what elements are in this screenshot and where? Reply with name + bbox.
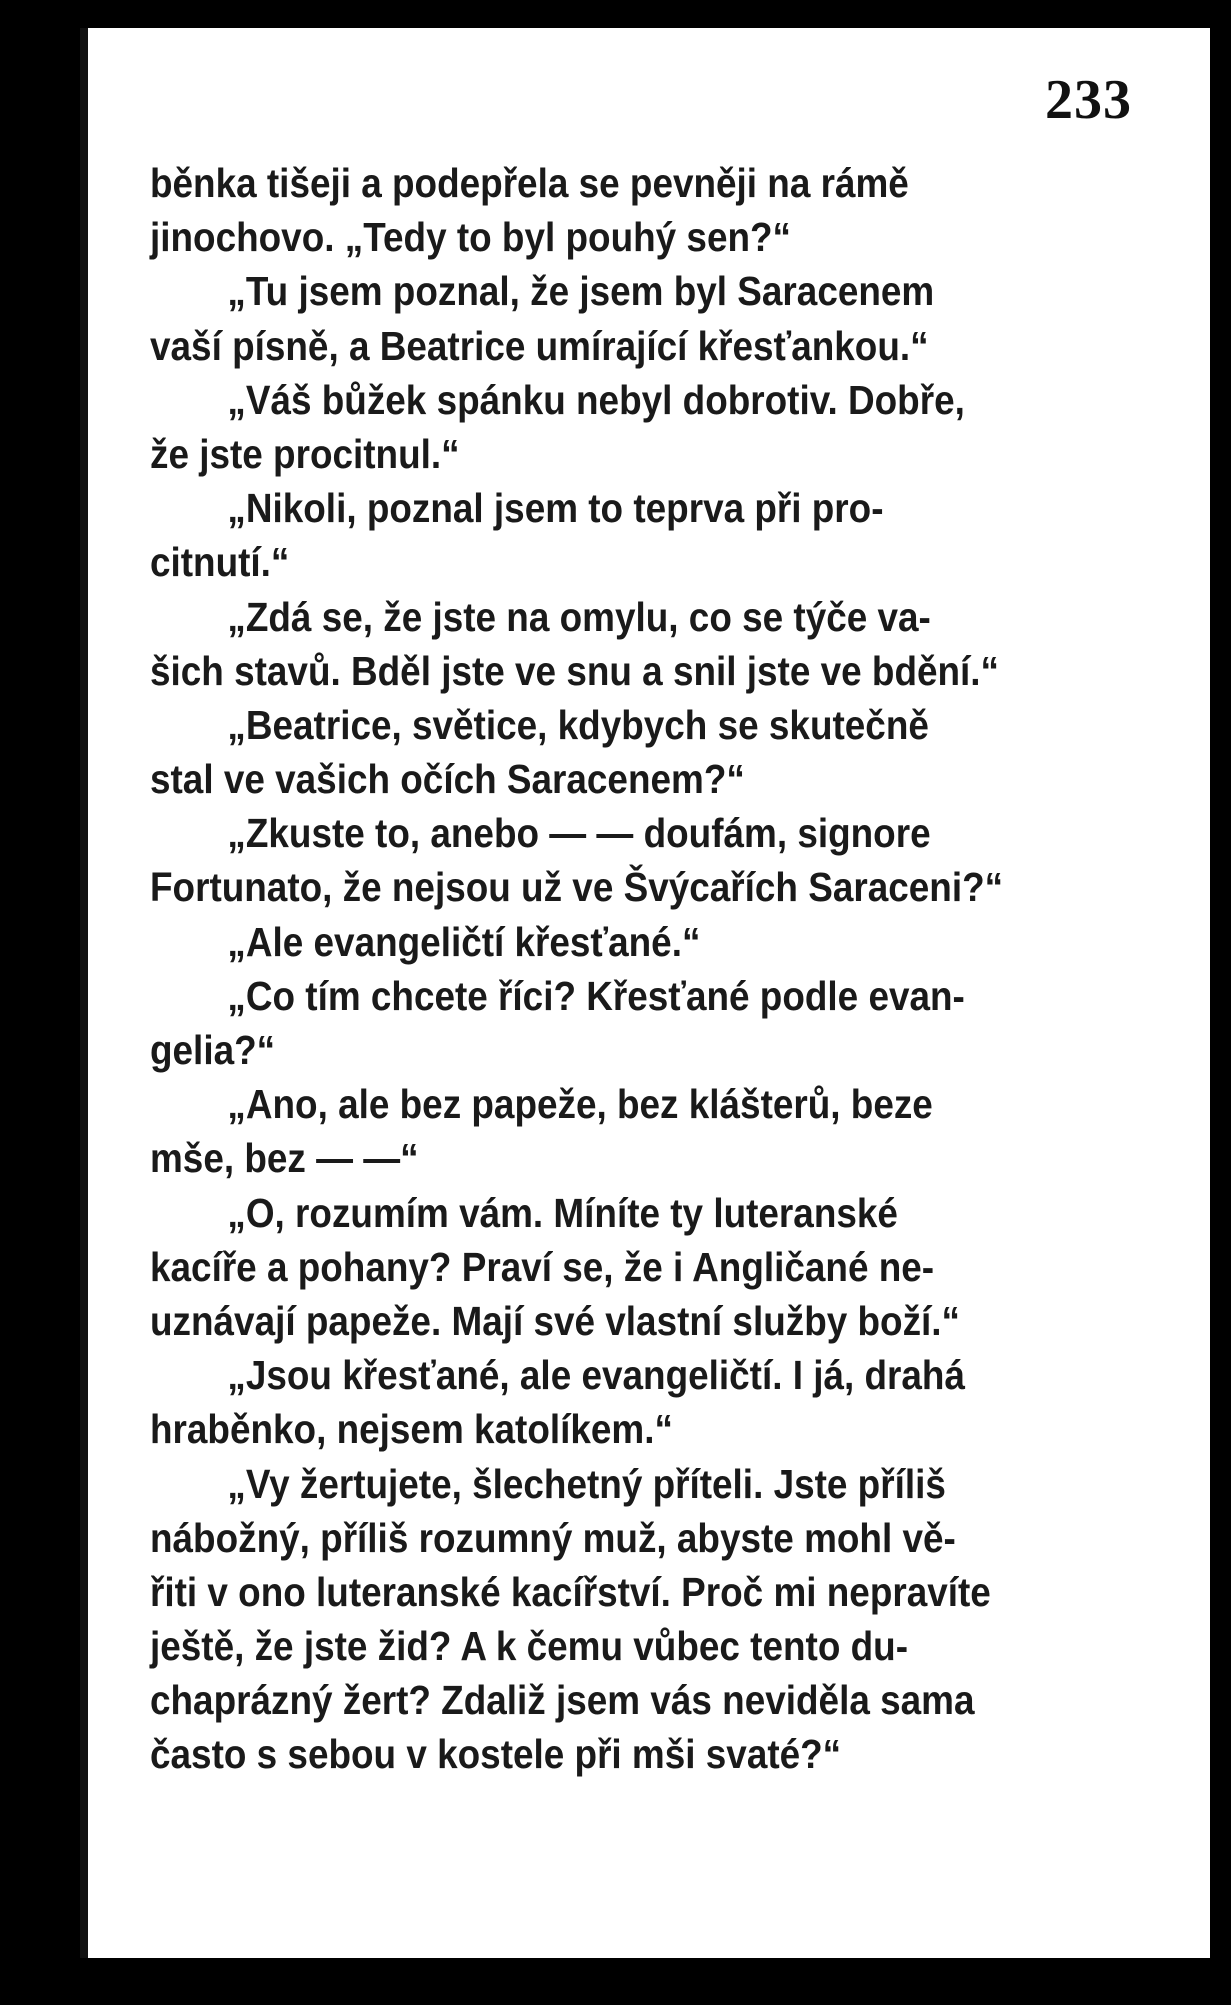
text-line: vaší písně, a Beatrice umírající křesťankou.“ (150, 322, 929, 369)
text-line: „Nikoli, poznal jsem to teprva při pro- (227, 485, 884, 532)
text-line: „Vy žertujete, šlechetný příteli. Jste příliš (227, 1460, 946, 1507)
book-page (80, 28, 1210, 1958)
page-left-edge (80, 28, 88, 1958)
text-line: gelia?“ (150, 1027, 276, 1073)
text-line: „Ano, ale bez papeže, bez klášterů, beze (227, 1081, 933, 1128)
text-line: „Váš bůžek spánku nebyl dobrotiv. Dobře, (227, 376, 965, 423)
text-line: „Co tím chcete říci? Křesťané podle evan- (227, 972, 965, 1019)
text-line: jinochovo. „Tedy to byl pouhý sen?“ (150, 214, 791, 261)
text-line: „Beatrice, světice, kdybych se skutečně (227, 701, 929, 748)
text-line: „Ale evangeličtí křesťané.“ (227, 918, 701, 965)
text-line: řiti v ono luteranské kacířství. Proč mi nepravíte (150, 1568, 991, 1615)
text-line: stal ve vašich očích Saracenem?“ (150, 756, 745, 803)
text-line: běnka tišeji a podepřela se pevněji na rámě (150, 160, 909, 206)
text-line: ještě, že jste žid? A k čemu vůbec tento du- (150, 1623, 908, 1670)
text-line: „Tu jsem poznal, že jsem byl Saracenem (227, 268, 935, 315)
text-line: „O, rozumím vám. Míníte ty luteranské (227, 1189, 898, 1236)
text-line: často s sebou v kostele při mši svaté?“ (150, 1731, 842, 1778)
text-line: „Jsou křesťané, ale evangeličtí. I já, drahá (227, 1352, 965, 1399)
body-text (150, 156, 1004, 1782)
page-number: 233 (1045, 69, 1132, 131)
text-line: Fortunato, že nejsou už ve Švýcařích Saraceni?“ (150, 864, 1004, 911)
text-line: nábožný, příliš rozumný muž, abyste mohl vě- (150, 1514, 956, 1561)
text-line: chaprázný žert? Zdaliž jsem vás neviděla sama (150, 1677, 975, 1724)
text-line: kacíře a pohany? Praví se, že i Angličané ne- (150, 1243, 935, 1290)
text-line: „Zdá se, že jste na omylu, co se týče va- (227, 593, 931, 640)
text-line: „Zkuste to, anebo — — doufám, signore (227, 810, 931, 857)
text-line: citnutí.“ (150, 539, 290, 586)
text-line: mše, bez — —“ (150, 1135, 419, 1182)
text-line: šich stavů. Bděl jste ve snu a snil jste ve bdění.“ (150, 647, 1000, 694)
text-line: hraběnko, nejsem katolíkem.“ (150, 1406, 673, 1453)
text-line: že jste procitnul.“ (150, 430, 460, 477)
text-line: uznávají papeže. Mají své vlastní služby boží.“ (150, 1297, 960, 1344)
